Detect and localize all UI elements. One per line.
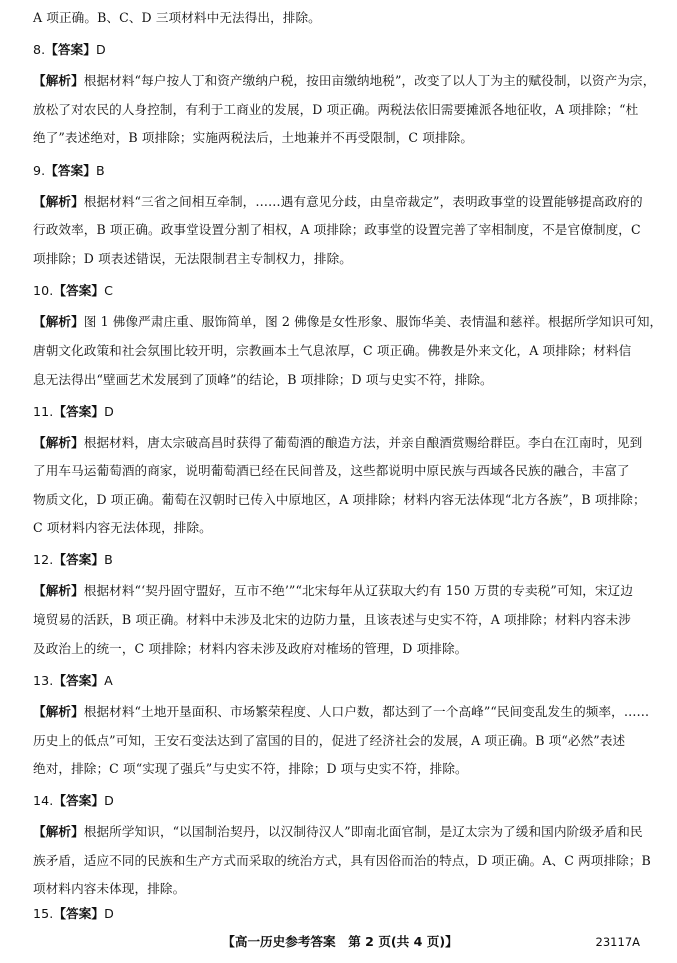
- q14-analysis-tag: 【解析】: [33, 824, 84, 839]
- q12-analysis-text-3: 及政治上的统一，C 项排除；材料内容未涉及政府对榷场的管理，D 项排除。: [33, 641, 468, 656]
- q12-analysis-line-1: [0, 583, 677, 599]
- q10-analysis-text-2: 唐朝文化政策和社会氛围比较开明，宗教画本土气息浓厚，C 项正确。佛教是外来文化，A 项排除；材料信: [33, 343, 632, 358]
- intro-line: [0, 10, 677, 26]
- q13-analysis-line-1: [0, 704, 677, 720]
- q9-analysis-line-3: [0, 251, 677, 267]
- q14-analysis-line-2: [0, 853, 677, 869]
- q10-number: 10.: [33, 283, 54, 298]
- q14-analysis-line-3: [0, 881, 677, 897]
- q13-analysis-text-2: 历史上的低点”可知，王安石变法达到了富国的目的，促进了经济社会的发展，A 项正确。B 项“必然”表述: [33, 733, 626, 748]
- q11-number: 11.: [33, 404, 54, 419]
- q13-number: 13.: [33, 673, 54, 688]
- q14-analysis-text-3: 项材料内容未体现，排除。: [33, 881, 186, 896]
- q11-analysis-text-4: C 项材料内容无法体现，排除。: [33, 520, 212, 535]
- q9-answer-line: [0, 163, 677, 179]
- q9-answer-value: B: [96, 163, 105, 178]
- page-footer-title: 【高一历史参考答案 第 2 页(共 4 页)】: [222, 934, 458, 949]
- q9-analysis-line-1: [0, 194, 677, 210]
- q9-analysis-text-1: 根据材料“三省之间相互牵制，……遇有意见分歧，由皇帝裁定”，表明政事堂的设置能够提高政府的: [83, 194, 643, 209]
- q9-analysis-text-2: 行政效率，B 项正确。政事堂设置分割了相权，A 项排除；政事堂的设置完善了宰相制度，不是官僚制度，C: [33, 222, 641, 237]
- q11-answer-value: D: [104, 404, 114, 419]
- q11-answer-tag: 【答案】: [53, 404, 105, 419]
- q13-answer-line: [0, 673, 677, 689]
- q13-answer-tag: 【答案】: [53, 673, 105, 688]
- q8-number: 8.: [33, 42, 46, 57]
- q10-answer-tag: 【答案】: [53, 283, 105, 298]
- q10-analysis-line-1: [0, 314, 677, 330]
- q8-answer-value: D: [96, 42, 106, 57]
- q11-analysis-line-3: [0, 492, 677, 508]
- q8-analysis-line-1: [0, 73, 677, 89]
- q10-analysis-line-3: [0, 372, 677, 388]
- q14-analysis-text-2: 族矛盾，适应不同的民族和生产方式而采取的统治方式，具有因俗而治的特点，D 项正确。A、C 两项排除；B: [33, 853, 651, 868]
- q11-analysis-line-1: [0, 435, 677, 451]
- q12-number: 12.: [33, 552, 54, 567]
- q12-analysis-line-3: [0, 641, 677, 657]
- q11-analysis-text-1: 根据材料，唐太宗破高昌时获得了葡萄酒的酿造方法，并亲自酿酒赏赐给群臣。李白在江南时，见到: [83, 435, 643, 450]
- q11-analysis-text-2: 了用车马运葡萄酒的商家，说明葡萄酒已经在民间普及，这些都说明中原民族与西域各民族的融合，丰富了: [33, 463, 630, 478]
- q9-analysis-text-3: 项排除；D 项表述错误，无法限制君主专制权力，排除。: [33, 251, 352, 266]
- q8-answer-tag: 【答案】: [45, 42, 96, 57]
- q11-analysis-line-4: [0, 520, 677, 536]
- q8-analysis-tag: 【解析】: [33, 73, 84, 88]
- q9-number: 9.: [33, 163, 46, 178]
- q10-analysis-tag: 【解析】: [33, 314, 84, 329]
- q14-number: 14.: [33, 793, 54, 808]
- q14-answer-line: [0, 793, 677, 809]
- q9-analysis-line-2: [0, 222, 677, 238]
- q9-analysis-tag: 【解析】: [33, 194, 84, 209]
- q15-answer-line: [0, 906, 677, 922]
- q11-analysis-line-2: [0, 463, 677, 479]
- q8-analysis-text-1: 根据材料“每户按人丁和资产缴纳户税，按田亩缴纳地税”，改变了以人丁为主的赋役制，以资产为宗，: [83, 73, 656, 88]
- q12-answer-value: B: [104, 552, 113, 567]
- q13-analysis-line-3: [0, 761, 677, 777]
- q12-answer-tag: 【答案】: [53, 552, 105, 567]
- q10-analysis-line-2: [0, 343, 677, 359]
- q9-answer-tag: 【答案】: [45, 163, 96, 178]
- q14-answer-value: D: [104, 793, 114, 808]
- q15-answer-value: D: [104, 906, 114, 921]
- q10-answer-line: [0, 283, 677, 299]
- q11-analysis-tag: 【解析】: [33, 435, 84, 450]
- q13-analysis-text-1: 根据材料“土地开垦面积、市场繁荣程度、人口户数，都达到了一个高峰”“民间变乱发生的频率，……: [83, 704, 650, 719]
- intro-text: A 项正确。B、C、D 三项材料中无法得出，排除。: [33, 10, 321, 25]
- q13-analysis-text-3: 绝对，排除；C 项“实现了强兵”与史实不符，排除；D 项与史实不符，排除。: [33, 761, 468, 776]
- q12-analysis-text-2: 境贸易的活跃，B 项正确。材料中未涉及北宋的边防力量，且该表述与史实不符，A 项排除；材料内容未涉: [33, 612, 631, 627]
- q12-analysis-tag: 【解析】: [33, 583, 84, 598]
- q15-answer-tag: 【答案】: [53, 906, 105, 921]
- q8-analysis-text-2: 放松了对农民的人身控制，有利于工商业的发展，D 项正确。两税法依旧需要摊派各地征收，A 项排除；“杜: [33, 102, 639, 117]
- q11-analysis-text-3: 物质文化，D 项正确。葡萄在汉朝时已传入中原地区，A 项排除；材料内容无法体现“北方各族”，B 项排除；: [33, 492, 646, 507]
- q10-answer-value: C: [104, 283, 114, 298]
- q10-analysis-text-3: 息无法得出“壁画艺术发展到了顶峰”的结论，B 项排除；D 项与史实不符，排除。: [33, 372, 493, 387]
- q11-answer-line: [0, 404, 677, 420]
- q13-analysis-tag: 【解析】: [33, 704, 84, 719]
- q14-analysis-line-1: [0, 824, 677, 840]
- page-footer-code: 23117A: [595, 935, 640, 949]
- q14-analysis-text-1: 根据所学知识，“以国制治契丹，以汉制待汉人”即南北面官制，是辽太宗为了缓和国内阶级矛盾和民: [83, 824, 643, 839]
- q13-analysis-line-2: [0, 733, 677, 749]
- q8-analysis-text-3: 绝了”表述绝对，B 项排除；实施两税法后，土地兼并不再受限制，C 项排除。: [33, 130, 474, 145]
- q12-analysis-line-2: [0, 612, 677, 628]
- q12-analysis-text-1: 根据材料“‘契丹固守盟好，互市不绝’”“北宋每年从辽获取大约有 150 万贯的专卖税”可知，宋辽边: [83, 583, 634, 598]
- q13-answer-value: A: [104, 673, 113, 688]
- q15-number: 15.: [33, 906, 54, 921]
- q12-answer-line: [0, 552, 677, 568]
- q8-analysis-line-2: [0, 102, 677, 118]
- q8-analysis-line-3: [0, 130, 677, 146]
- q8-answer-line: [0, 42, 677, 58]
- q10-analysis-text-1: 图 1 佛像严肃庄重、服饰简单，图 2 佛像是女性形象、服饰华美、表情温和慈祥。根据所学知识可知，: [83, 314, 663, 329]
- q14-answer-tag: 【答案】: [53, 793, 105, 808]
